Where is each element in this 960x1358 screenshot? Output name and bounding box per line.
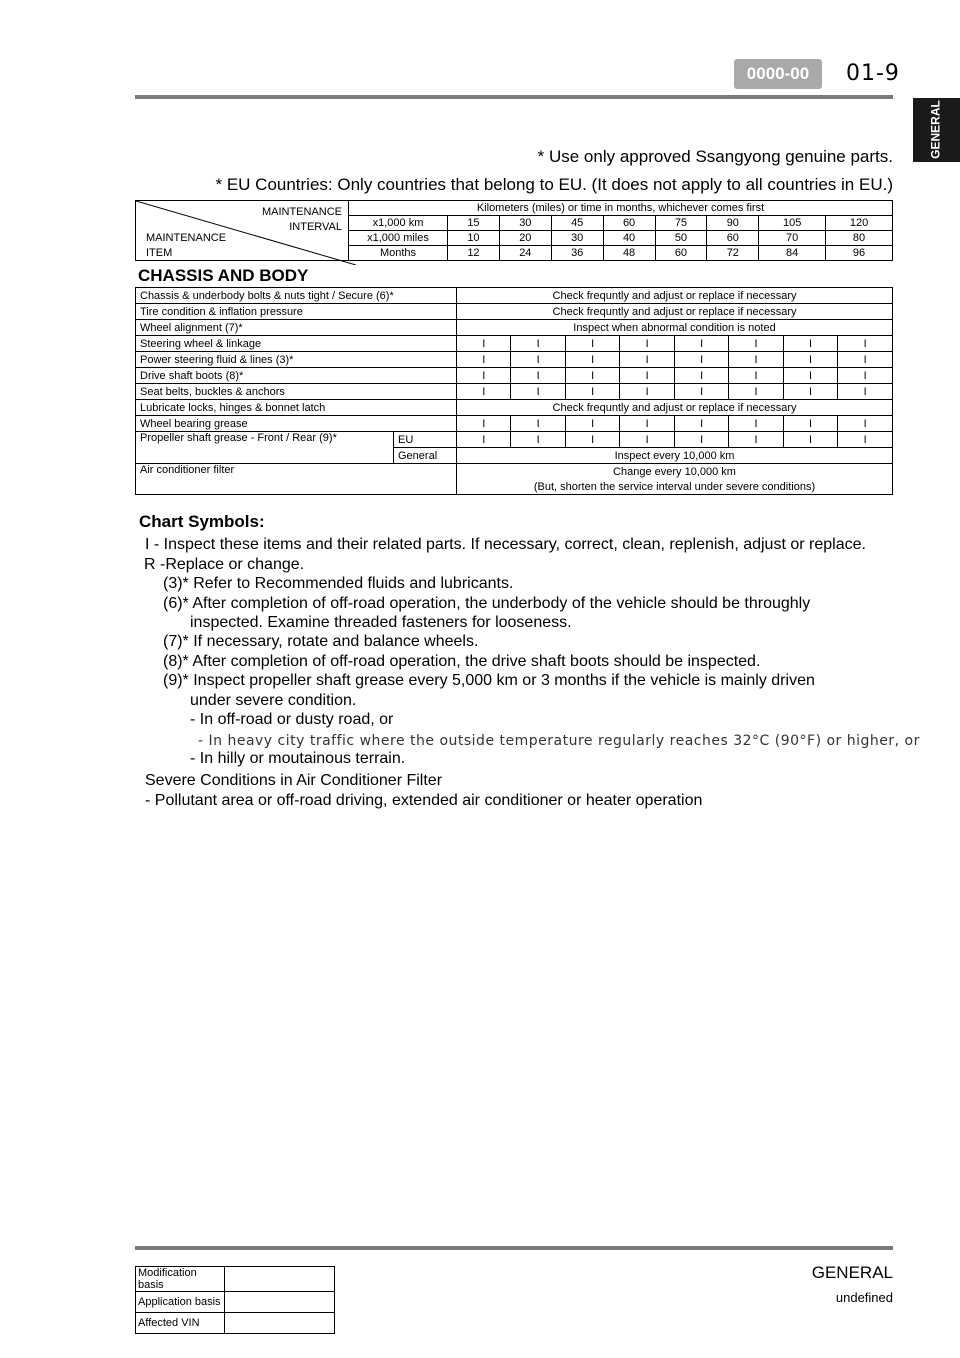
cell: 90 [707, 216, 759, 231]
basis-table [135, 1266, 335, 1334]
item-label: Tire condition & inflation pressure [136, 304, 457, 320]
eu-label: EU [394, 432, 457, 448]
mark: I [565, 368, 619, 384]
table-row [136, 1313, 335, 1334]
row-label: x1,000 km [349, 216, 448, 231]
mark: I [565, 416, 619, 432]
mark: I [783, 416, 837, 432]
mark: I [620, 352, 674, 368]
cell: 20 [499, 231, 551, 246]
inspect-text: Inspect when abnormal condition is noted [457, 320, 893, 336]
mark: I [783, 432, 837, 448]
table-row [136, 1292, 335, 1313]
mark: I [838, 432, 893, 448]
table-row [136, 464, 893, 480]
mark: I [457, 416, 511, 432]
check-text: Check frequntly and adjust or replace if necessary [457, 400, 893, 416]
mark: I [565, 432, 619, 448]
page-number: 01-9 [846, 61, 900, 86]
item-label: Steering wheel & linkage [136, 336, 457, 352]
chassis-table [135, 287, 893, 495]
note-genuine-parts: * Use only approved Ssangyong genuine parts. [537, 147, 893, 166]
mark: I [838, 384, 893, 400]
symbol-line: R -Replace or change. [144, 556, 305, 573]
mark: I [729, 384, 783, 400]
mark: I [783, 336, 837, 352]
item-label: Air conditioner filter [136, 464, 457, 495]
top-rule [135, 95, 893, 99]
section-code-badge: 0000-00 [734, 59, 822, 89]
cell: 96 [826, 246, 893, 261]
cell: 30 [551, 231, 603, 246]
section-tab [913, 98, 960, 162]
check-text: Check frequntly and adjust or replace if necessary [457, 304, 893, 320]
cell: 15 [448, 216, 500, 231]
mark: I [620, 368, 674, 384]
table-row [136, 288, 893, 304]
table-row [136, 432, 893, 448]
mark: I [674, 336, 728, 352]
table-row [136, 416, 893, 432]
table-row [136, 352, 893, 368]
symbol-line: - In off-road or dusty road, or [190, 711, 394, 728]
mark: I [729, 416, 783, 432]
cell: 60 [655, 246, 707, 261]
item-label: Wheel bearing grease [136, 416, 457, 432]
symbol-line: inspected. Examine threaded fasteners for looseness. [190, 614, 572, 631]
mark: I [838, 368, 893, 384]
mark: I [565, 352, 619, 368]
check-text: Check frequntly and adjust or replace if necessary [457, 288, 893, 304]
mark: I [838, 336, 893, 352]
footer-title: GENERAL [811, 1263, 893, 1282]
item-label: Chassis & underbody bolts & nuts tight / Secure (6)* [136, 288, 457, 304]
table-row [136, 1267, 335, 1292]
symbol-line: (7)* If necessary, rotate and balance wheels. [163, 633, 479, 650]
mark: I [565, 336, 619, 352]
symbol-line: (9)* Inspect propeller shaft grease every 5,000 km or 3 months if the vehicle is mainly driven [163, 672, 815, 689]
row-label: x1,000 miles [349, 231, 448, 246]
mark: I [838, 352, 893, 368]
mark: I [511, 416, 565, 432]
mark: I [674, 384, 728, 400]
mark: I [565, 384, 619, 400]
cell: 10 [448, 231, 500, 246]
interval-table [135, 200, 893, 261]
mark: I [457, 352, 511, 368]
cell: 24 [499, 246, 551, 261]
symbol-line: Severe Conditions in Air Conditioner Filter [145, 772, 443, 789]
mark: I [674, 432, 728, 448]
mark: I [783, 384, 837, 400]
table-row [136, 368, 893, 384]
bottom-rule [135, 1246, 893, 1250]
cell: 84 [759, 246, 826, 261]
symbol-line: I - Inspect these items and their related parts. If necessary, correct, clean, replenish, adjust or replace. [145, 536, 866, 553]
cell: 50 [655, 231, 707, 246]
corner-interval: INTERVAL [289, 221, 342, 233]
cell: 60 [707, 231, 759, 246]
symbol-line: (8)* After completion of off-road operation, the drive shaft boots should be inspected. [163, 653, 761, 670]
mark: I [620, 432, 674, 448]
item-label: Drive shaft boots (8)* [136, 368, 457, 384]
mark: I [674, 368, 728, 384]
item-label: Propeller shaft grease - Front / Rear (9)* [136, 432, 394, 464]
interval-heading: Kilometers (miles) or time in months, whichever comes first [349, 201, 893, 216]
mark: I [511, 384, 565, 400]
ac-text: Change every 10,000 km [457, 464, 893, 480]
mark: I [511, 432, 565, 448]
chart-symbols-title: Chart Symbols: [139, 512, 265, 531]
row-label: Months [349, 246, 448, 261]
mark: I [620, 336, 674, 352]
cell: 105 [759, 216, 826, 231]
symbol-line: - In heavy city traffic where the outside temperature regularly reaches 32°C (90°F) or higher, or [198, 733, 920, 749]
symbol-line: - In hilly or moutainous terrain. [190, 750, 406, 767]
cell: 48 [603, 246, 655, 261]
mark: I [729, 432, 783, 448]
item-label: Seat belts, buckles & anchors [136, 384, 457, 400]
mark: I [838, 416, 893, 432]
mark: I [511, 352, 565, 368]
general-text: Inspect every 10,000 km [457, 448, 893, 464]
mark: I [511, 336, 565, 352]
cell: 36 [551, 246, 603, 261]
cell: 45 [551, 216, 603, 231]
corner-cell [136, 201, 349, 261]
mark: I [457, 336, 511, 352]
basis-value [225, 1292, 335, 1313]
symbol-line: (6)* After completion of off-road operation, the underbody of the vehicle should be throughly [163, 595, 811, 612]
mark: I [729, 352, 783, 368]
corner-maintenance-bottom: MAINTENANCE [146, 232, 227, 244]
mark: I [511, 368, 565, 384]
basis-key: Application basis [136, 1292, 225, 1313]
cell: 60 [603, 216, 655, 231]
basis-value [225, 1267, 335, 1292]
cell: 70 [759, 231, 826, 246]
cell: 80 [826, 231, 893, 246]
chassis-section-title: CHASSIS AND BODY [138, 266, 309, 285]
cell: 30 [499, 216, 551, 231]
item-label: Power steering fluid & lines (3)* [136, 352, 457, 368]
mark: I [674, 352, 728, 368]
cell: 40 [603, 231, 655, 246]
basis-value [225, 1313, 335, 1334]
table-row [136, 384, 893, 400]
note-eu-countries: * EU Countries: Only countries that belong to EU. (It does not apply to all countries in EU.) [215, 175, 893, 194]
mark: I [620, 416, 674, 432]
ac-text-note: (But, shorten the service interval under severe conditions) [457, 479, 893, 495]
general-label: General [394, 448, 457, 464]
cell: 120 [826, 216, 893, 231]
symbol-line: - Pollutant area or off-road driving, extended air conditioner or heater operation [145, 792, 703, 809]
table-row [136, 320, 893, 336]
mark: I [729, 368, 783, 384]
table-row [136, 304, 893, 320]
mark: I [457, 368, 511, 384]
mark: I [620, 384, 674, 400]
mark: I [729, 336, 783, 352]
basis-key: Affected VIN [136, 1313, 225, 1334]
cell: 12 [448, 246, 500, 261]
symbol-line: under severe condition. [190, 692, 357, 709]
basis-key: Modification basis [136, 1267, 225, 1292]
corner-item: ITEM [146, 247, 173, 259]
footer-subtitle: undefined [835, 1290, 893, 1305]
symbol-line: (3)* Refer to Recommended fluids and lubricants. [163, 575, 514, 592]
item-label: Wheel alignment (7)* [136, 320, 457, 336]
cell: 75 [655, 216, 707, 231]
item-label: Lubricate locks, hinges & bonnet latch [136, 400, 457, 416]
mark: I [457, 384, 511, 400]
section-tab-label: GENERAL [928, 100, 943, 159]
corner-maintenance-top: MAINTENANCE [261, 206, 342, 218]
cell: 72 [707, 246, 759, 261]
table-row [136, 400, 893, 416]
mark: I [783, 368, 837, 384]
mark: I [674, 416, 728, 432]
mark: I [783, 352, 837, 368]
mark: I [457, 432, 511, 448]
table-row [136, 336, 893, 352]
